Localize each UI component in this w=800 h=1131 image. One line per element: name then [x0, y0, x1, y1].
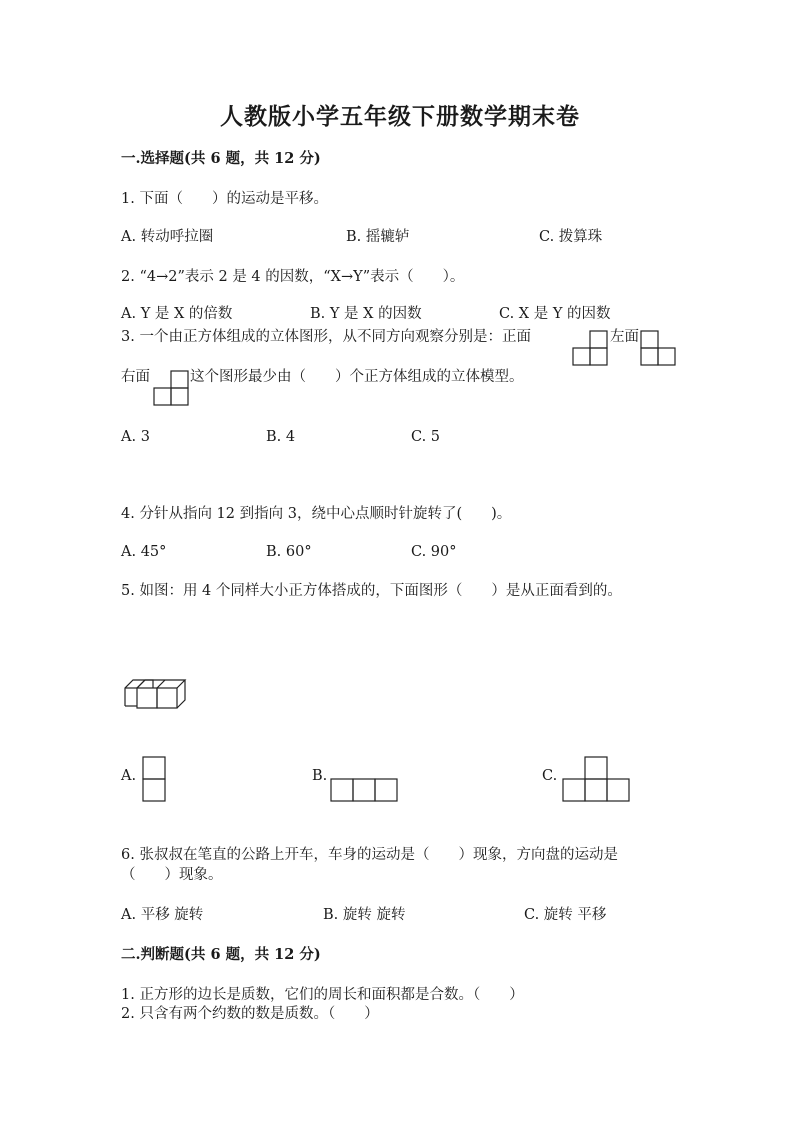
section-2-heading: 二.判断题(共 6 题，共 12 分)	[121, 946, 321, 963]
question-6-stem-line1: 6. 张叔叔在笔直的公路上开车，车身的运动是（ ）现象，方向盘的运动是	[121, 847, 618, 863]
question-4-stem: 4. 分针从指向 12 到指向 3，绕中心点顺时针旋转了( )。	[121, 506, 512, 522]
question-6-option-a[interactable]: A. 平移 旋转	[121, 907, 204, 923]
question-6-option-b[interactable]: B. 旋转 旋转	[323, 907, 406, 923]
right-view-figure	[154, 370, 190, 406]
question-2-option-a[interactable]: A. Y 是 X 的倍数	[121, 306, 233, 322]
question-4-option-c[interactable]: C. 90°	[411, 544, 457, 560]
question-5-option-c-label[interactable]: C.	[542, 768, 558, 784]
question-2-option-b[interactable]: B. Y 是 X 的因数	[310, 306, 422, 322]
question-5-option-b-label[interactable]: B.	[312, 768, 328, 784]
question-3-left-label: 左面	[610, 329, 639, 345]
page-title: 人教版小学五年级下册数学期末卷	[220, 103, 580, 130]
question-3-option-c[interactable]: C. 5	[411, 429, 441, 445]
option-c-figure[interactable]	[562, 756, 630, 802]
question-1-option-b[interactable]: B. 摇辘轳	[346, 229, 410, 245]
question-3-option-a[interactable]: A. 3	[121, 429, 150, 445]
question-3-right-label: 右面	[121, 369, 150, 385]
section-1-heading: 一.选择题(共 6 题，共 12 分)	[121, 150, 321, 167]
option-b-figure[interactable]	[330, 778, 398, 802]
question-2-stem: 2. “4→2”表示 2 是 4 的因数，“X→Y”表示（ ）。	[121, 269, 465, 285]
question-1-stem: 1. 下面（ ）的运动是平移。	[121, 191, 328, 207]
question-5-stem: 5. 如图：用 4 个同样大小正方体搭成的，下面图形（ ）是从正面看到的。	[121, 583, 622, 599]
question-4-option-a[interactable]: A. 45°	[121, 544, 167, 560]
question-3-stem-part1: 3. 一个由正方体组成的立体图形，从不同方向观察分别是：正面	[121, 329, 531, 345]
question-5-option-a-label[interactable]: A.	[121, 768, 137, 784]
judge-1-stem: 1. 正方形的边长是质数，它们的周长和面积都是合数。（ ）	[121, 987, 524, 1003]
question-2-option-c[interactable]: C. X 是 Y 的因数	[499, 306, 611, 322]
front-view-figure	[573, 330, 609, 366]
question-3-stem-part2: 这个图形最少由（ ）个正方体组成的立体模型。	[190, 369, 524, 385]
question-3-option-b[interactable]: B. 4	[266, 429, 296, 445]
question-6-stem-line2: （ ）现象。	[121, 867, 223, 883]
option-a-figure[interactable]	[142, 756, 166, 802]
cube-arrangement-figure	[123, 676, 187, 710]
left-view-figure	[641, 330, 677, 366]
question-4-option-b[interactable]: B. 60°	[266, 544, 312, 560]
question-6-option-c[interactable]: C. 旋转 平移	[524, 907, 607, 923]
question-1-option-c[interactable]: C. 拨算珠	[539, 229, 603, 245]
judge-2-stem: 2. 只含有两个约数的数是质数。（ ）	[121, 1006, 379, 1022]
question-1-option-a[interactable]: A. 转动呼拉圈	[121, 229, 214, 245]
